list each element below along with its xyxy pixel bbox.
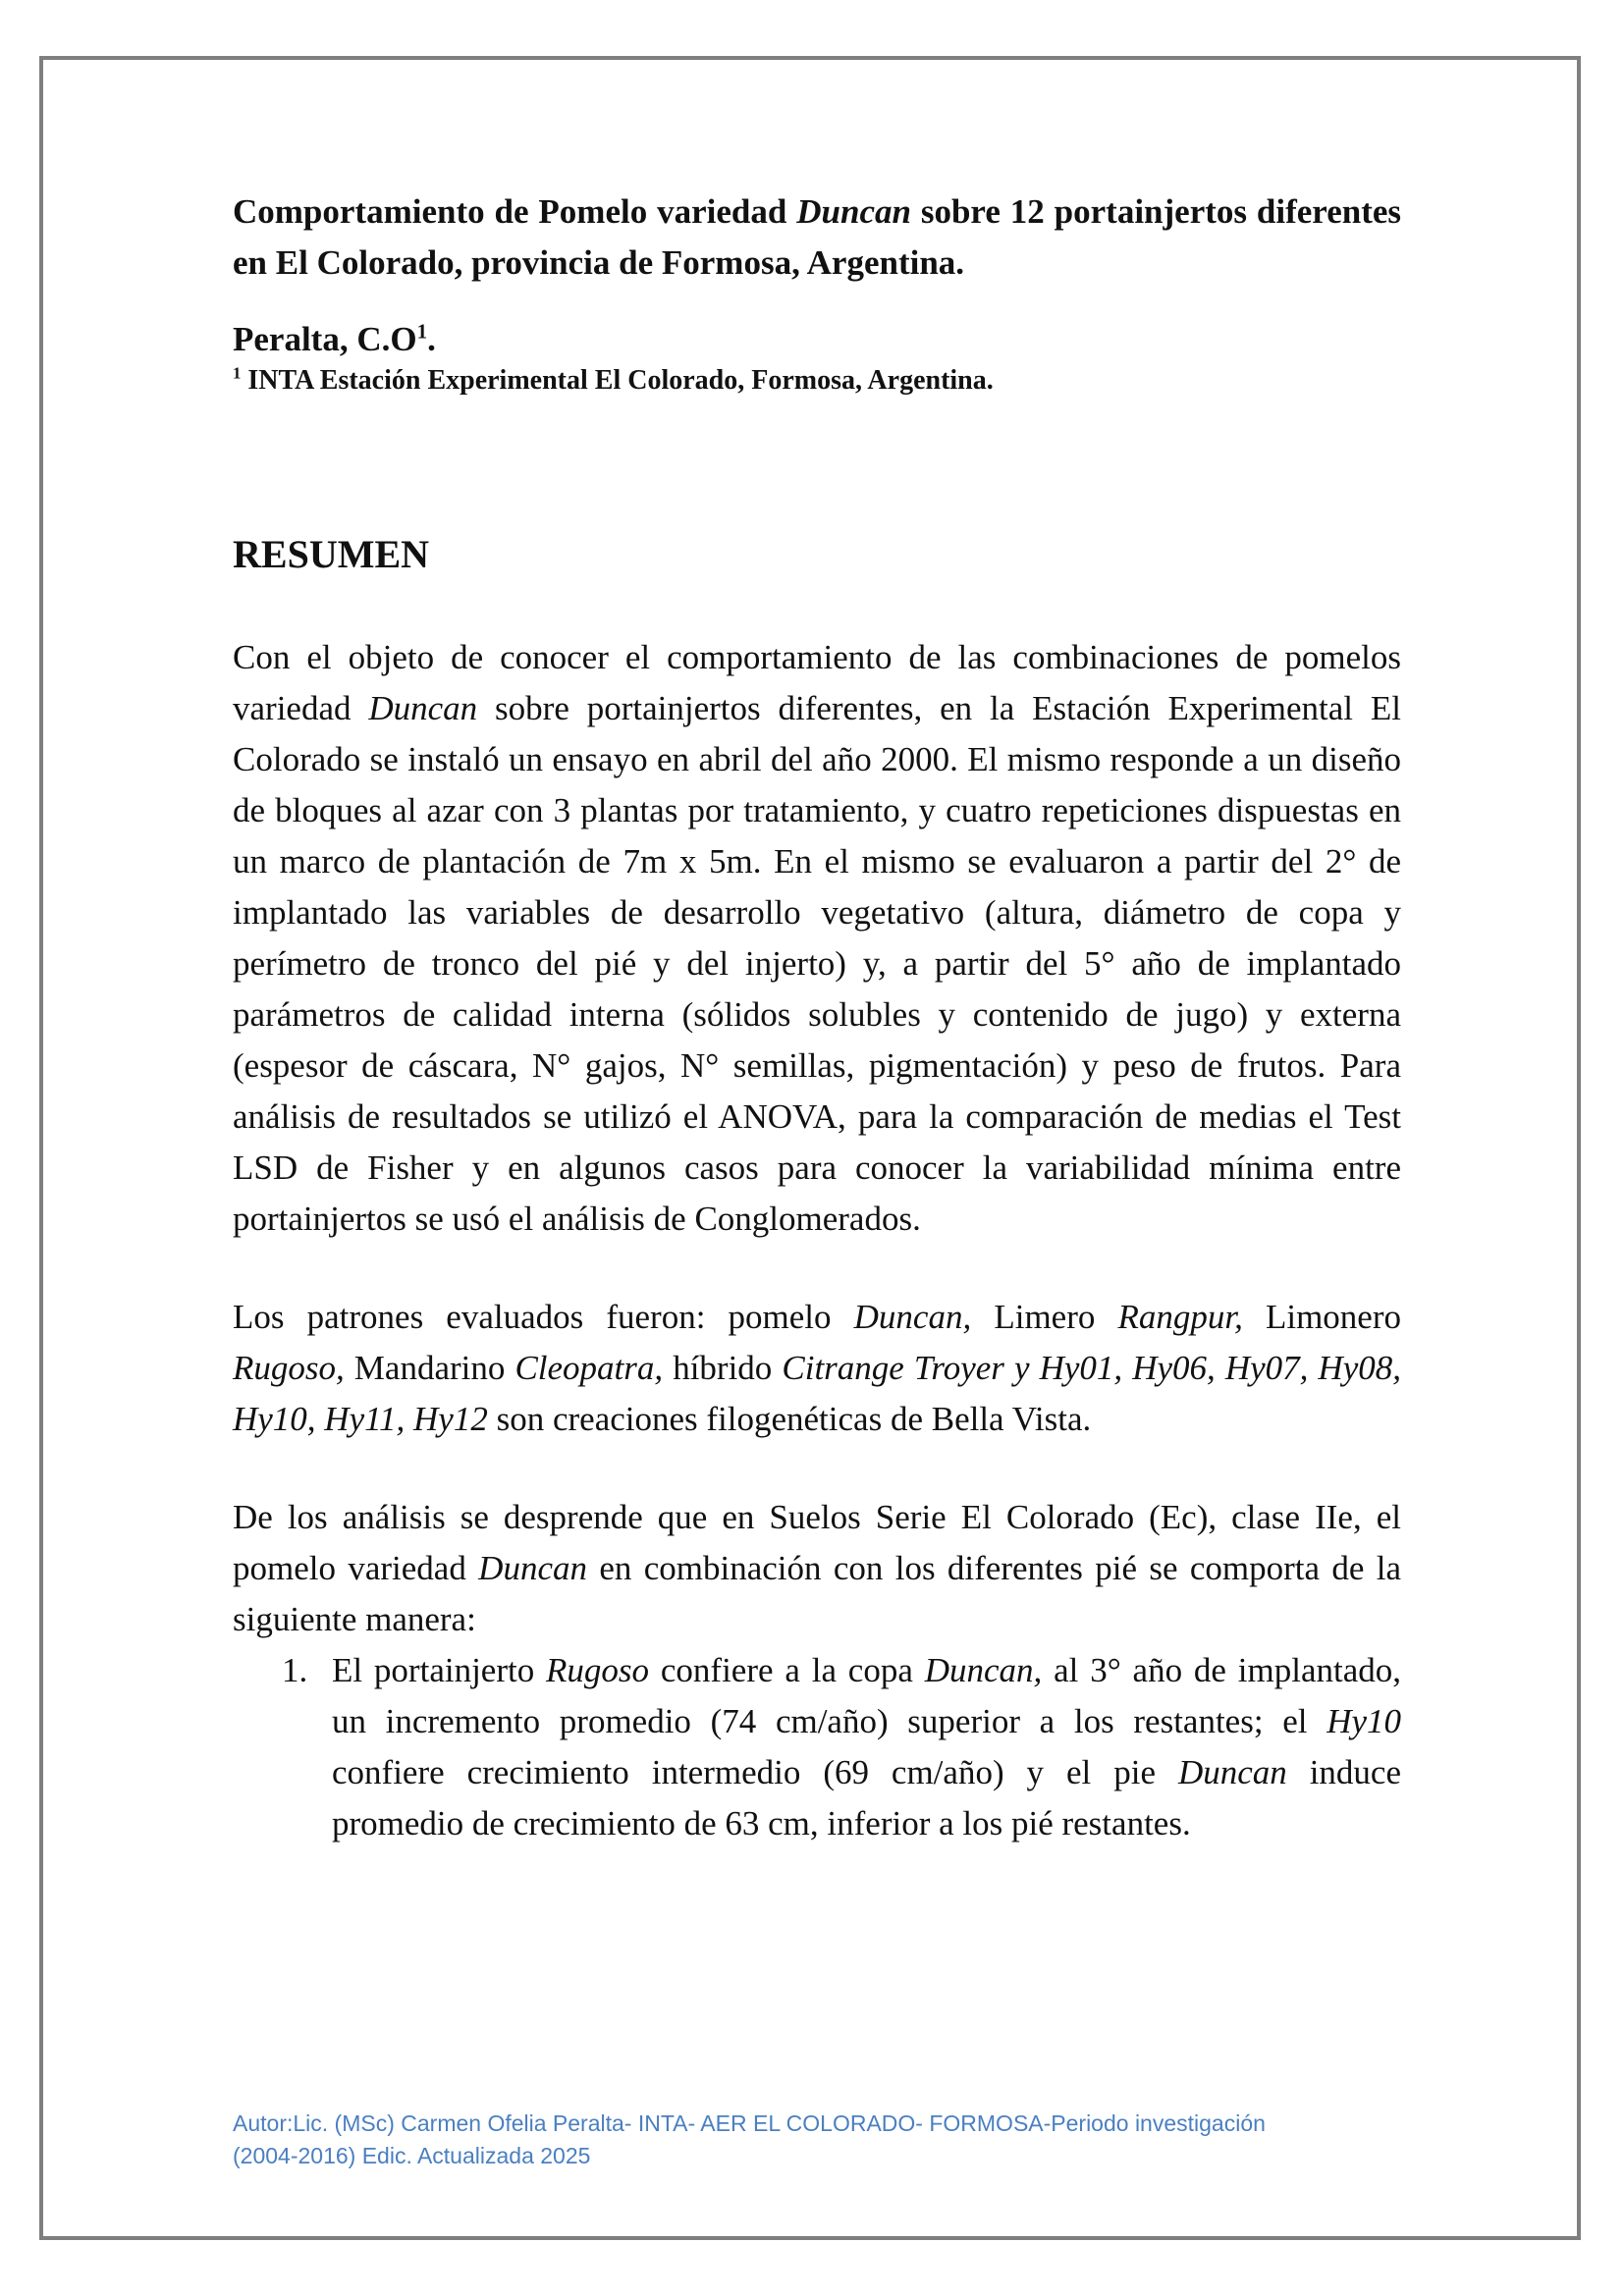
text-run: Limonero xyxy=(1242,1298,1401,1336)
section-heading: RESUMEN xyxy=(233,532,430,576)
text-run: en combinación con los diferentes pié se comporta de la siguiente manera: xyxy=(233,1549,1402,1638)
abstract-paragraph-3 xyxy=(233,1492,1401,1645)
text-run: De los análisis se desprende que en Suelos Serie El Colorado (Ec), clase IIe, el pomelo variedad xyxy=(233,1498,1401,1587)
author-line xyxy=(233,318,1401,361)
italic-run: Cleopatra, xyxy=(514,1349,664,1387)
text-run: confiere a la copa xyxy=(649,1651,925,1689)
paper-title xyxy=(233,187,1401,289)
text-run: confiere crecimiento intermedio (69 cm/año) y el pie xyxy=(332,1753,1178,1791)
italic-run: Duncan xyxy=(1177,1753,1287,1791)
italic-run: Hy10 xyxy=(1326,1702,1401,1740)
findings-list xyxy=(233,1645,1401,1849)
text-run: Mandarino xyxy=(344,1349,515,1387)
affiliation-text: INTA Estación Experimental El Colorado, Formosa, Argentina. xyxy=(241,365,994,396)
text-run: induce promedio de crecimiento de 63 cm, inferior a los pié restantes. xyxy=(332,1753,1401,1842)
italic-run: Citrange Troyer y Hy01, Hy06, Hy07, Hy08, Hy10, Hy11, Hy12 xyxy=(233,1349,1401,1438)
document-body xyxy=(233,187,1401,1849)
footer-line-1: Autor:Lic. (MSc) Carmen Ofelia Peralta- INTA- AER EL COLORADO- FORMOSA-Periodo investigación xyxy=(233,2110,1266,2136)
abstract-paragraph-2 xyxy=(233,1292,1401,1445)
text-run: al 3° año de implantado, un incremento promedio (74 cm/año) superior a los restantes; el xyxy=(332,1651,1401,1740)
italic-run: Rugoso xyxy=(546,1651,650,1689)
italic-run: Duncan, xyxy=(853,1298,972,1336)
affiliation-superscript: 1 xyxy=(233,363,242,383)
italic-run: Rugoso, xyxy=(233,1349,345,1387)
list-item xyxy=(233,1645,1401,1849)
text-run: El portainjerto xyxy=(332,1651,547,1689)
italic-run: Rangpur, xyxy=(1117,1298,1243,1336)
footer-line-2: (2004-2016) Edic. Actualizada 2025 xyxy=(233,2143,591,2168)
text-run: Los patrones evaluados fueron: pomelo xyxy=(233,1298,854,1336)
title-text-end: sobre 12 portainjertos diferentes en El Colorado, provincia de Formosa, Argentina. xyxy=(233,192,1401,282)
title-italic: Duncan xyxy=(796,192,911,231)
text-run: Con el objeto de conocer el comportamiento de las combinaciones de pomelos variedad xyxy=(233,638,1401,727)
text-run: sobre portainjertos diferentes, en la Estación Experimental El Colorado se instaló un ensayo en abril del año 2000. El mismo responde a un diseño de bloques al azar con 3 plantas por tratamiento, y cuatro repeticiones dispuestas en un marco de plantación de 7m x 5m. En el mismo se evaluaron a partir del 2° de implantado las variables de desarrollo vegetativo (altura, diámetro de copa y perímetro de tronco del pié y del injerto) y, a partir del 5° año de implantado parámetros de calidad interna (sólidos solubles y contenido de jugo) y externa (espesor de cáscara, N° gajos, N° semillas, pigmentación) y peso de frutos. Para análisis de resultados se utilizó el ANOVA, para la comparación de medias el Test LSD de Fisher y en algunos casos para conocer la variabilidad mínima entre portainjertos se usó el análisis de Conglomerados. xyxy=(233,689,1402,1238)
author-end: . xyxy=(427,320,436,358)
title-text: Comportamiento de Pomelo variedad xyxy=(233,192,797,231)
text-run: híbrido xyxy=(663,1349,783,1387)
page-footer xyxy=(233,2108,1411,2172)
text-run: son creaciones filogenéticas de Bella Vista. xyxy=(487,1400,1092,1438)
author-name: Peralta, C.O xyxy=(233,320,417,358)
italic-run: Duncan xyxy=(368,689,478,727)
italic-run: Duncan, xyxy=(924,1651,1043,1689)
text-run: Limero xyxy=(971,1298,1118,1336)
author-superscript: 1 xyxy=(416,319,428,344)
abstract-paragraph-1 xyxy=(233,632,1401,1245)
list-number: 1. xyxy=(282,1651,308,1689)
affiliation-line xyxy=(233,361,1401,400)
italic-run: Duncan xyxy=(478,1549,587,1587)
